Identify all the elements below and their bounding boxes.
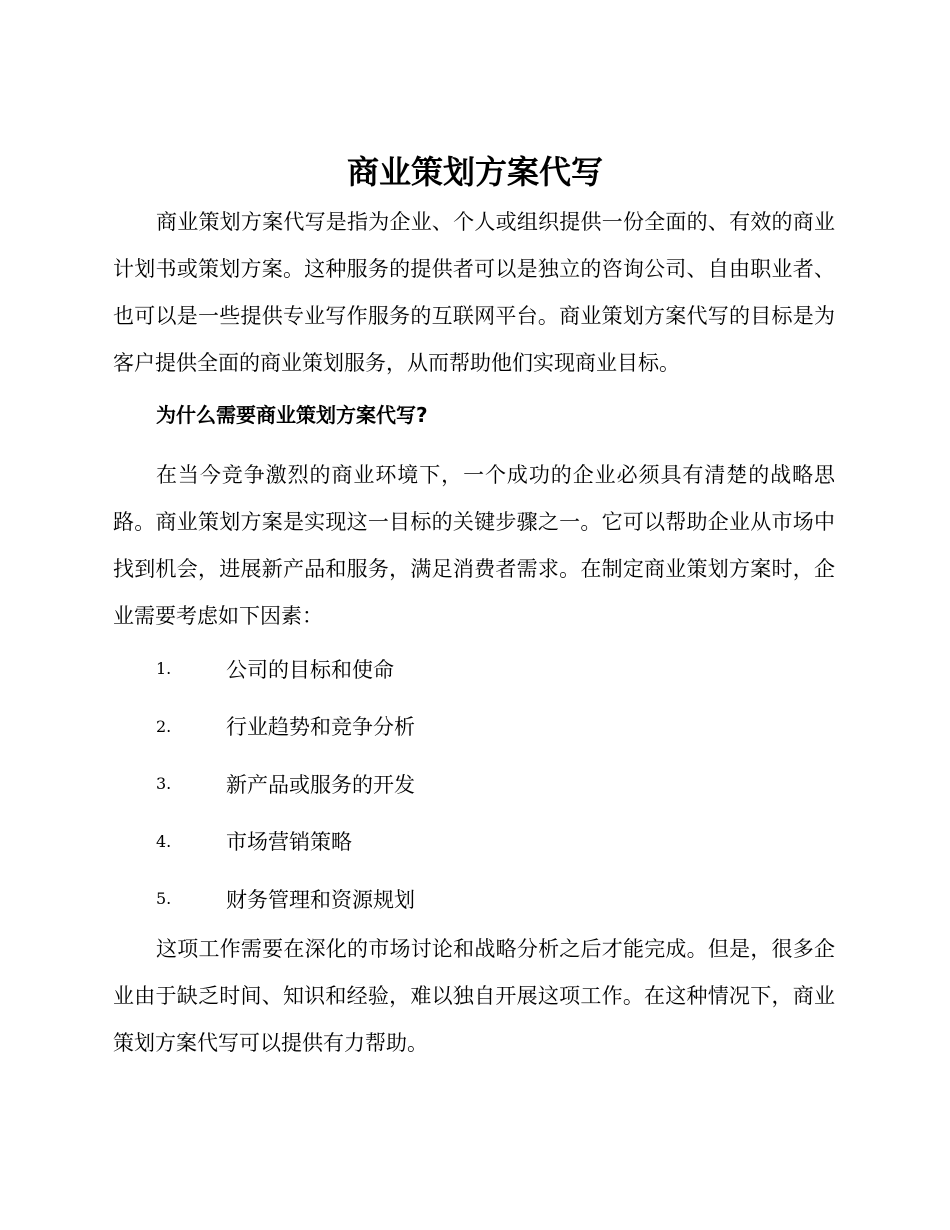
section-heading: 为什么需要商业策划方案代写? — [156, 403, 428, 427]
intro-paragraph: 商业策划方案代写是指为企业、个人或组织提供一份全面的、有效的商业计划书或策划方案。这种服务的提供者可以是独立的咨询公司、自由职业者、也可以是一些提供专业写作服务的互联网平台。商业策划方案代写的目标是为客户提供全面的商业策划服务，从而帮助他们实现商业目标。 — [113, 210, 835, 375]
list-item-text: 新产品或服务的开发 — [226, 772, 415, 797]
list-item-text: 财务管理和资源规划 — [226, 887, 415, 912]
list-item-number: 3. — [156, 774, 172, 794]
list-item-text: 市场营销策略 — [226, 830, 352, 855]
list-item-text: 行业趋势和竞争分析 — [226, 715, 415, 740]
list-item-number: 2. — [156, 716, 172, 736]
factors-list — [156, 640, 415, 928]
list-item-number: 1. — [156, 659, 172, 679]
list-item-number: 5. — [156, 889, 172, 909]
document-title: 商业策划方案代写 — [346, 153, 603, 191]
list-item — [156, 755, 415, 813]
list-item-text: 公司的目标和使命 — [226, 657, 394, 682]
list-item — [156, 813, 415, 871]
list-item — [156, 870, 415, 928]
list-item — [156, 698, 415, 756]
list-item-number: 4. — [156, 831, 172, 851]
list-item — [156, 640, 415, 698]
context-paragraph: 在当今竞争激烈的商业环境下，一个成功的企业必须具有清楚的战略思路。商业策划方案是实现这一目标的关键步骤之一。它可以帮助企业从市场中找到机会，进展新产品和服务，满足消费者需求。在制定商业策划方案时，企业需要考虑如下因素： — [113, 463, 835, 628]
conclusion-paragraph: 这项工作需要在深化的市场讨论和战略分析之后才能完成。但是，很多企业由于缺乏时间、知识和经验，难以独自开展这项工作。在这种情况下，商业策划方案代写可以提供有力帮助。 — [113, 937, 835, 1055]
